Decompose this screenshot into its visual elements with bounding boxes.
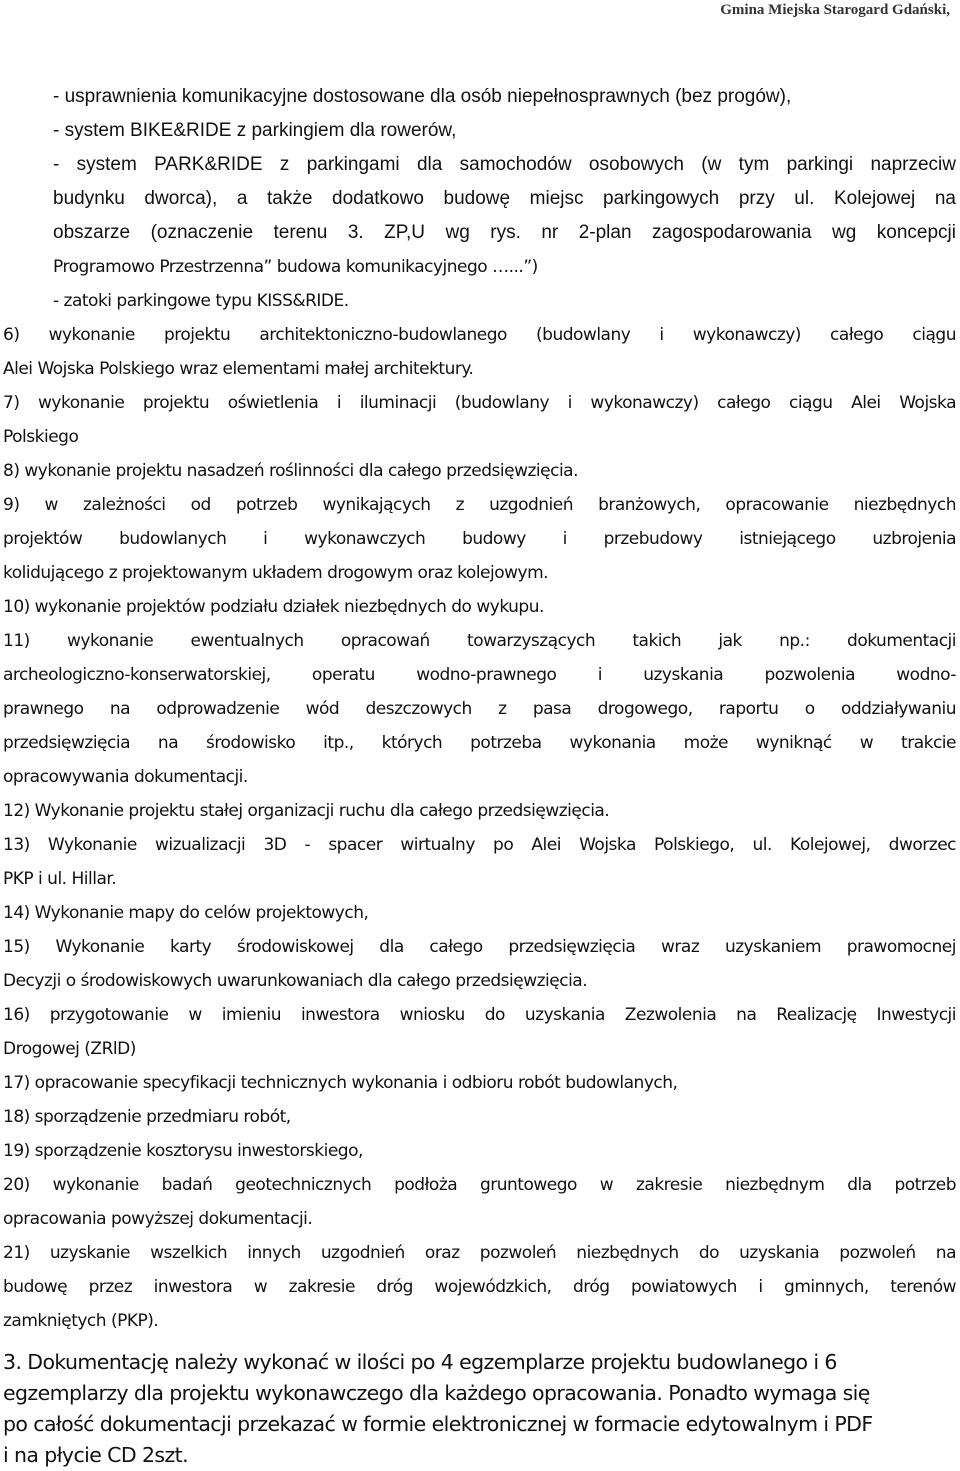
text-line: - system BIKE&RIDE z parkingiem dla rowerów, [53,120,457,141]
text-line: - zatoki parkingowe typu KISS&RIDE. [53,291,349,311]
text-line: 12) Wykonanie projektu stałej organizacji ruchu dla całego przedsięwzięcia. [3,801,610,821]
text-line: prawnego na odprowadzenie wód deszczowych z pasa drogowego, raportu o oddziaływaniu [3,699,956,719]
text-line: 8) wykonanie projektu nasadzeń roślinności dla całego przedsięwzięcia. [3,461,578,481]
text-line: 19) sporządzenie kosztorysu inwestorskiego, [3,1141,363,1161]
text-line: 6) wykonanie projektu architektoniczno-budowlanego (budowlany i wykonawczy) całego ciągu [3,325,956,345]
text-line: obszarze (oznaczenie terenu 3. ZP,U wg rys. nr 2-plan zagospodarowania wg koncepcji [53,222,956,243]
page-header: Gmina Miejska Starogard Gdański, [720,2,950,18]
section-3-line: egzemplarzy dla projektu wykonawczego dla każdego opracowania. Ponadto wymaga się [3,1381,870,1405]
document-body [3,80,956,1471]
text-line: Decyzji o środowiskowych uwarunkowaniach dla całego przedsięwzięcia. [3,971,588,991]
text-line: 18) sporządzenie przedmiaru robót, [3,1107,291,1127]
text-line: - usprawnienia komunikacyjne dostosowane dla osób niepełnosprawnych (bez progów), [53,86,792,107]
text-line: 15) Wykonanie karty środowiskowej dla całego przedsięwzięcia wraz uzyskaniem prawomocnej [3,937,956,957]
text-line: projektów budowlanych i wykonawczych budowy i przebudowy istniejącego uzbrojenia [3,529,956,549]
text-line: przedsięwzięcia na środowisko itp., których potrzeba wykonania może wyniknąć w trakcie [3,733,956,753]
text-line: zamkniętych (PKP). [3,1311,159,1331]
text-line: 16) przygotowanie w imieniu inwestora wniosku do uzyskania Zezwolenia na Realizację Inwestycji [3,1005,956,1025]
text-line: budowę przez inwestora w zakresie dróg wojewódzkich, dróg powiatowych i gminnych, terenów [3,1277,956,1297]
text-line: 17) opracowanie specyfikacji technicznych wykonania i odbioru robót budowlanych, [3,1073,678,1093]
section-gap [3,1338,956,1347]
text-line: budynku dworca), a także dodatkowo budowę miejsc parkingowych przy ul. Kolejowej na [53,188,956,209]
text-line: 14) Wykonanie mapy do celów projektowych, [3,903,369,923]
text-line: - system PARK&RIDE z parkingami dla samochodów osobowych (w tym parkingi naprzeciw [53,154,956,175]
text-line: opracowywania dokumentacji. [3,767,248,787]
text-line: Alei Wojska Polskiego wraz elementami małej architektury. [3,359,474,379]
text-line: 13) Wykonanie wizualizacji 3D - spacer wirtualny po Alei Wojska Polskiego, ul. Kolejowej, dworzec [3,835,956,855]
text-line: archeologiczno-konserwatorskiej, operatu wodno-prawnego i uzyskania pozwolenia wodno- [3,665,956,685]
section-3-line: i na płycie CD 2szt. [3,1443,189,1467]
text-line: 21) uzyskanie wszelkich innych uzgodnień oraz pozwoleń niezbędnych do uzyskania pozwoleń na [3,1243,956,1263]
section-3-line: po całość dokumentacji przekazać w formie elektronicznej w formacie edytowalnym i PDF [3,1412,873,1436]
text-line: 20) wykonanie badań geotechnicznych podłoża gruntowego w zakresie niezbędnym dla potrzeb [3,1175,956,1195]
section-3-line: 3. Dokumentację należy wykonać w ilości po 4 egzemplarze projektu budowlanego i 6 [3,1350,837,1374]
text-line: kolidującego z projektowanym układem drogowym oraz kolejowym. [3,563,549,583]
text-line: 7) wykonanie projektu oświetlenia i iluminacji (budowlany i wykonawczy) całego ciągu Alei Wojska [3,393,956,413]
text-line: PKP i ul. Hillar. [3,869,117,889]
text-line: Programowo Przestrzenna” budowa komunikacyjnego …...”) [53,257,538,277]
text-line: 9) w zależności od potrzeb wynikających z uzgodnień branżowych, opracowanie niezbędnych [3,495,956,515]
text-line: opracowania powyższej dokumentacji. [3,1209,313,1229]
text-line: 11) wykonanie ewentualnych opracowań towarzyszących takich jak np.: dokumentacji [3,631,956,651]
text-line: Drogowej (ZRlD) [3,1039,136,1059]
text-line: 10) wykonanie projektów podziału działek niezbędnych do wykupu. [3,597,544,617]
text-line: Polskiego [3,427,79,447]
